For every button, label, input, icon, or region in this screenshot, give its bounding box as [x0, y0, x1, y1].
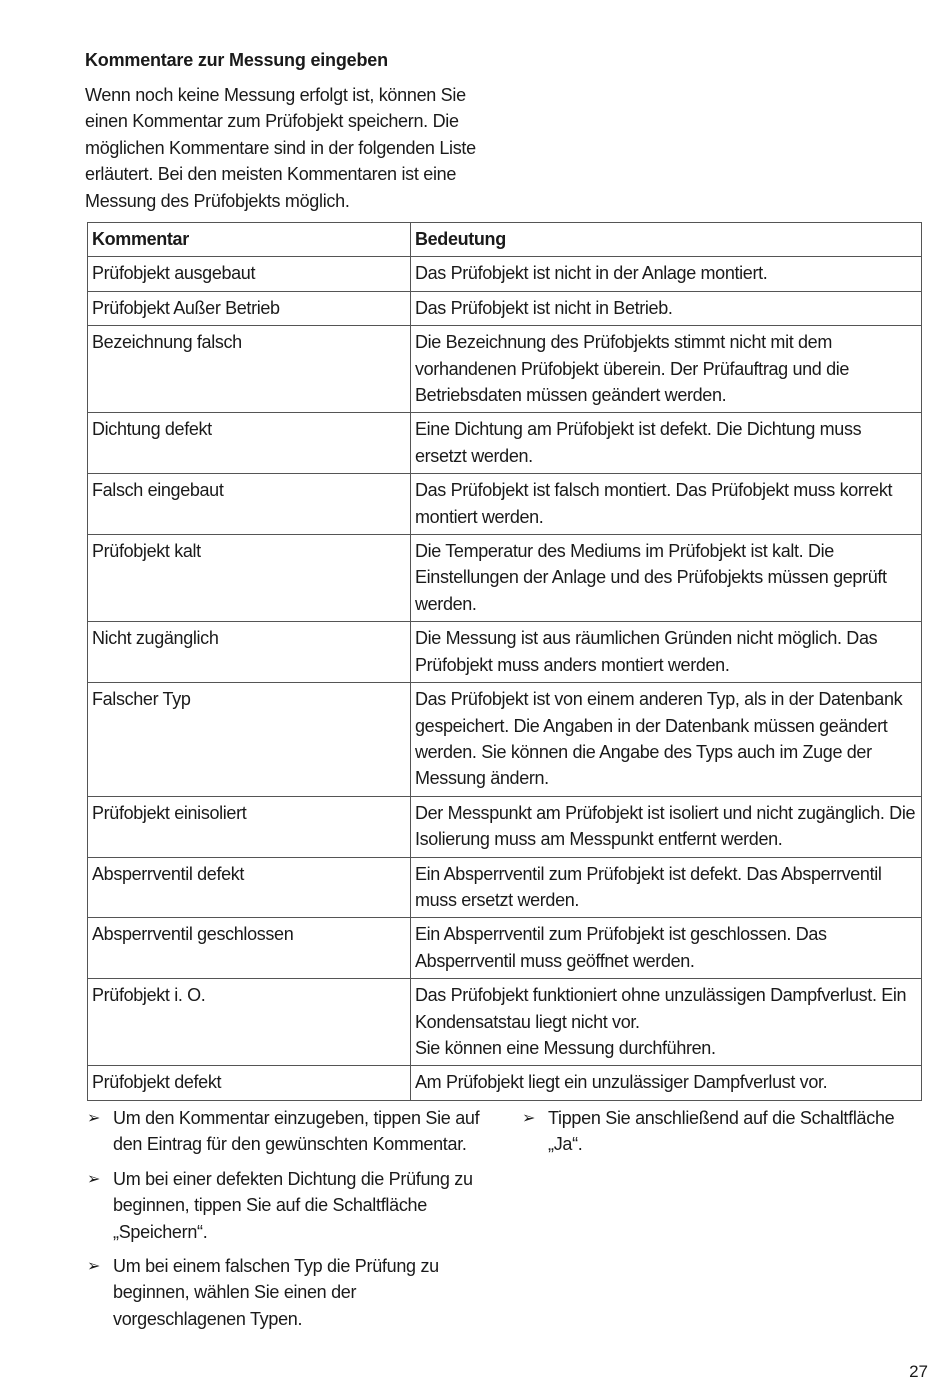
table-header-row: [88, 223, 922, 257]
meaning-cell: Die Bezeichnung des Prüfobjekts stimmt nicht mit dem vorhandenen Prüfobjekt überein. Der Prüfauftrag und die Betriebsdaten müssen geändert werden.: [411, 326, 922, 413]
instruction-item: [522, 1105, 912, 1158]
table-row: [88, 683, 922, 797]
meaning-text: Das Prüfobjekt funktioniert ohne unzulässigen Dampfverlust. Ein Kondensatstau liegt nicht vor.: [415, 985, 907, 1032]
arrowhead-bullet-icon: ➢: [87, 1170, 101, 1188]
comment-cell: Prüfobjekt kalt: [88, 535, 411, 622]
page-number: 27: [909, 1362, 928, 1381]
comment-cell: Prüfobjekt einisoliert: [88, 796, 411, 857]
meaning-cell: Die Temperatur des Mediums im Prüfobjekt ist kalt. Die Einstellungen der Anlage und des Prüfobjekts müssen geprüft werden.: [411, 535, 922, 622]
comment-cell: Absperrventil defekt: [88, 857, 411, 918]
comment-cell: Nicht zugänglich: [88, 622, 411, 683]
meaning-cell: [411, 979, 922, 1066]
table-row: [88, 326, 922, 413]
column-header-comment: Kommentar: [88, 223, 411, 257]
instruction-item: [87, 1253, 487, 1332]
comment-cell: Absperrventil geschlossen: [88, 918, 411, 979]
comment-cell: Dichtung defekt: [88, 413, 411, 474]
section-heading: Kommentare zur Messung eingeben: [85, 50, 388, 70]
comment-cell: Prüfobjekt Außer Betrieb: [88, 291, 411, 325]
comment-cell: Falsch eingebaut: [88, 474, 411, 535]
meaning-cell: Ein Absperrventil zum Prüfobjekt ist geschlossen. Das Absperrventil muss geöffnet werden.: [411, 918, 922, 979]
comment-cell: Bezeichnung falsch: [88, 326, 411, 413]
comment-cell: Prüfobjekt i. O.: [88, 979, 411, 1066]
comment-cell: Prüfobjekt defekt: [88, 1066, 411, 1100]
instruction-list-right: [522, 1105, 912, 1166]
table-row: [88, 979, 922, 1066]
instruction-text: Um bei einer defekten Dichtung die Prüfung zu beginnen, tippen Sie auf die Schaltfläche „Speichern“.: [113, 1168, 473, 1242]
table-row: [88, 257, 922, 291]
instruction-item: [87, 1105, 487, 1158]
table-row: [88, 1066, 922, 1100]
meaning-cell: Am Prüfobjekt liegt ein unzulässiger Dampfverlust vor.: [411, 1066, 922, 1100]
comment-table: [87, 222, 922, 1101]
meaning-cell: Das Prüfobjekt ist falsch montiert. Das Prüfobjekt muss korrekt montiert werden.: [411, 474, 922, 535]
meaning-cell: Das Prüfobjekt ist nicht in der Anlage montiert.: [411, 257, 922, 291]
instruction-text: Um den Kommentar einzugeben, tippen Sie auf den Eintrag für den gewünschten Kommentar.: [113, 1108, 480, 1155]
instruction-list-left: [87, 1105, 487, 1340]
arrowhead-bullet-icon: ➢: [87, 1110, 101, 1127]
comment-cell: Prüfobjekt ausgebaut: [88, 257, 411, 291]
arrowhead-bullet-icon: ➢: [87, 1258, 101, 1276]
meaning-cell: Eine Dichtung am Prüfobjekt ist defekt. Die Dichtung muss ersetzt werden.: [411, 413, 922, 474]
instruction-text: Tippen Sie anschließend auf die Schaltfläche „Ja“.: [548, 1108, 895, 1155]
column-header-meaning: Bedeutung: [411, 223, 922, 257]
meaning-cell: Ein Absperrventil zum Prüfobjekt ist defekt. Das Absperrventil muss ersetzt werden.: [411, 857, 922, 918]
comment-cell: Falscher Typ: [88, 683, 411, 797]
meaning-cell: Das Prüfobjekt ist von einem anderen Typ, als in der Datenbank gespeichert. Die Angaben in der Datenbank müssen geändert werden. Sie können die Angabe des Typs auch im Zuge der Messung ändern.: [411, 683, 922, 797]
table-row: [88, 622, 922, 683]
table-row: [88, 291, 922, 325]
instruction-text: Um bei einem falschen Typ die Prüfung zu beginnen, wählen Sie einen der vorgeschlagenen Typen.: [113, 1256, 439, 1329]
table-row: [88, 918, 922, 979]
table-row: [88, 474, 922, 535]
meaning-cell: Der Messpunkt am Prüfobjekt ist isoliert und nicht zugänglich. Die Isolierung muss am Messpunkt entfernt werden.: [411, 796, 922, 857]
table-row: [88, 796, 922, 857]
instruction-item: [87, 1166, 487, 1245]
meaning-text-extra: Sie können eine Messung durchführen.: [415, 1037, 716, 1058]
table-row: [88, 413, 922, 474]
table-row: [88, 535, 922, 622]
meaning-cell: Die Messung ist aus räumlichen Gründen nicht möglich. Das Prüfobjekt muss anders montiert werden.: [411, 622, 922, 683]
meaning-cell: Das Prüfobjekt ist nicht in Betrieb.: [411, 291, 922, 325]
table-row: [88, 857, 922, 918]
intro-paragraph: Wenn noch keine Messung erfolgt ist, können Sie einen Kommentar zum Prüfobjekt speichern. Die möglichen Kommentare sind in der folgenden Liste erläutert. Bei den meisten Kommentaren ist eine Messung des Prüfobjekts möglich.: [85, 85, 476, 211]
arrowhead-bullet-icon: ➢: [522, 1110, 536, 1127]
